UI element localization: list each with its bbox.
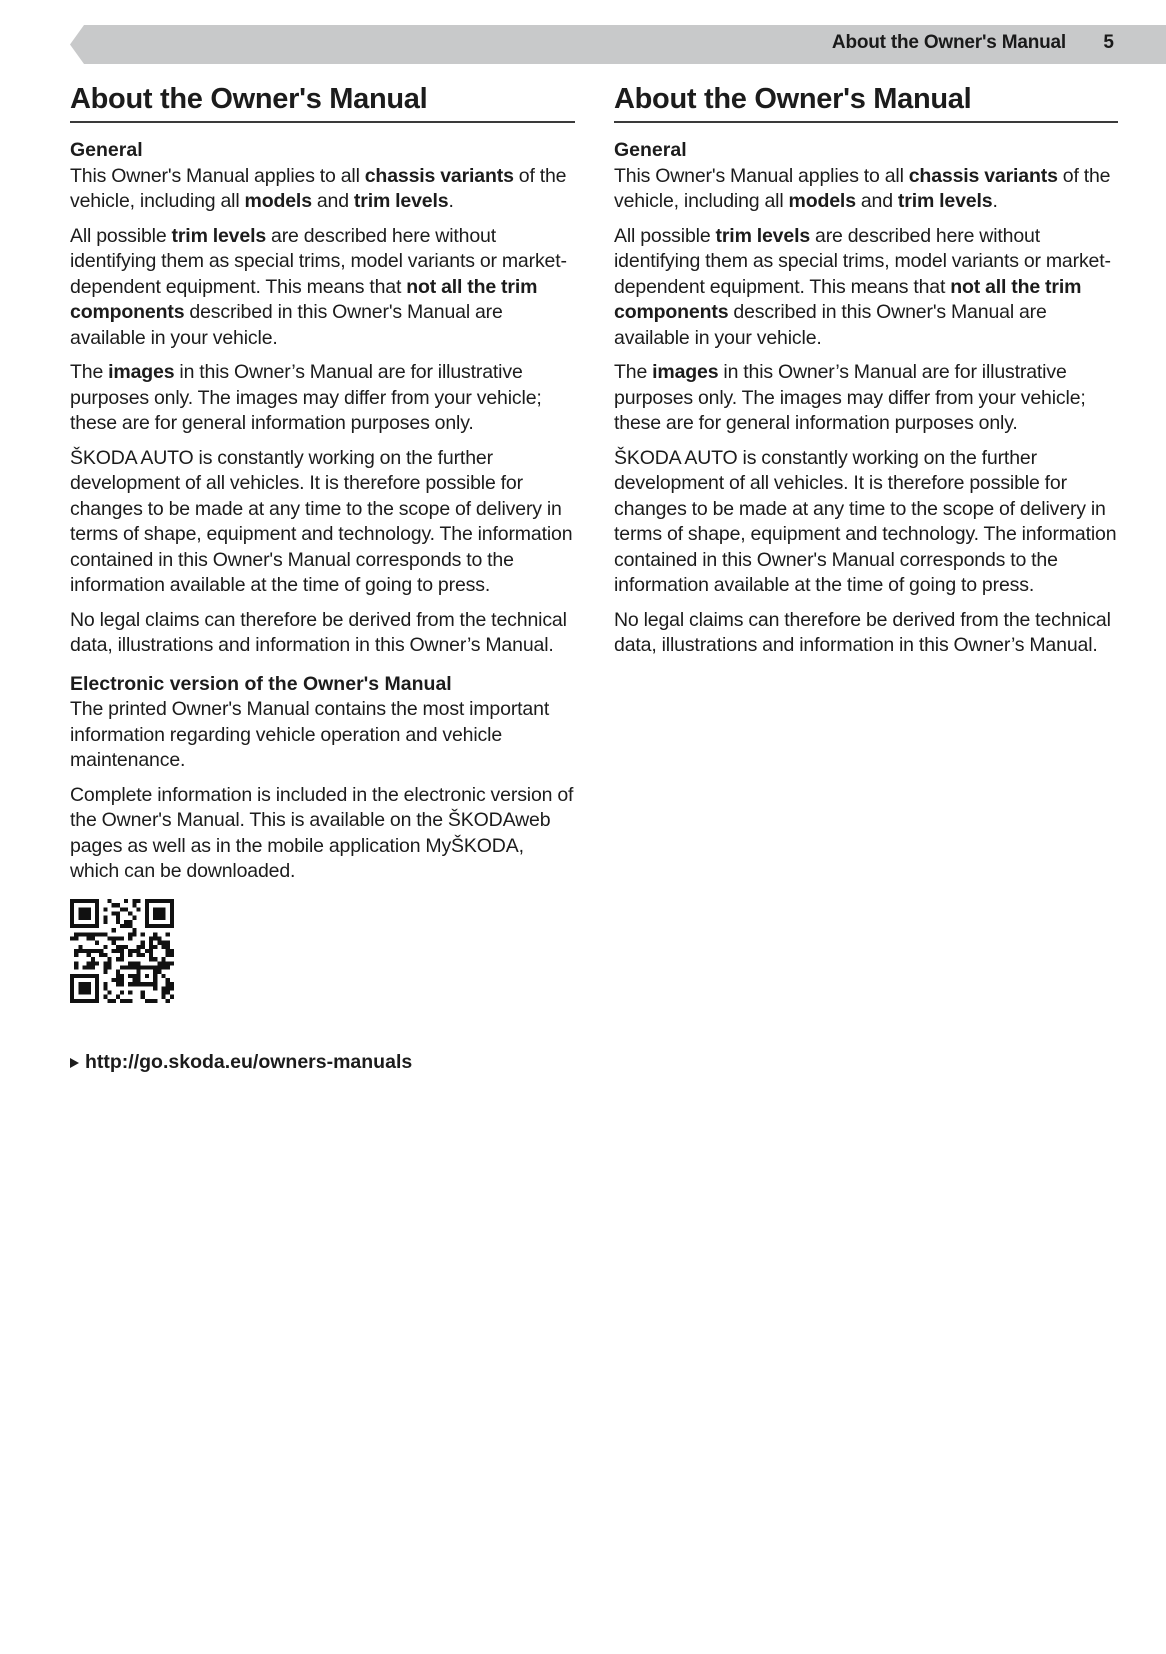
paragraph-legal-claims: No legal claims can therefore be derived from the technical data, illustrations and information in this Owner’s Manual. [614, 608, 1111, 656]
section-title: About the Owner's Manual [614, 80, 1118, 123]
paragraph-images: The images in this Owner’s Manual are for illustrative purposes only. The images may differ from your vehicle; these are for general information purposes only. [70, 361, 542, 434]
paragraph-electronic-info: Complete information is included in the electronic version of the Owner's Manual. This is available on the ŠKODAweb pages as well as in the mobile application MyŠKODA, which can be downloaded. [70, 783, 574, 882]
paragraph-development: ŠKODA AUTO is constantly working on the further development of all vehicles. It is therefore possible for changes to be made at any time to the scope of delivery in terms of shape, equipment and technology. The information contained in this Owner's Manual corresponds to the information available at the time of going to press. [614, 446, 1117, 596]
general-heading: General [614, 139, 687, 161]
paragraph-legal-claims: No legal claims can therefore be derived from the technical data, illustrations and information in this Owner’s Manual. [70, 608, 567, 656]
running-header-title: About the Owner's Manual [831, 32, 1066, 53]
paragraph-applicability: This Owner's Manual applies to all chassis variants of the vehicle, including all models and trim levels. [70, 164, 567, 212]
qr-code-icon[interactable] [70, 899, 174, 1003]
section-title: About the Owner's Manual [70, 80, 575, 123]
page-number: 5 [1103, 32, 1114, 53]
paragraph-trim-levels: All possible trim levels are described here without identifying them as special trims, model variants or market-dependent equipment. This means that not all the trim components described in this Owner's Manual are available in your vehicle. [70, 224, 567, 349]
paragraph-printed-manual: The printed Owner's Manual contains the most important information regarding vehicle operation and vehicle maintenance. [70, 698, 550, 771]
right-column [614, 80, 1118, 668]
paragraph-development: ŠKODA AUTO is constantly working on the further development of all vehicles. It is therefore possible for changes to be made at any time to the scope of delivery in terms of shape, equipment and technology. The information contained in this Owner's Manual corresponds to the information available at the time of going to press. [70, 446, 573, 596]
paragraph-applicability: This Owner's Manual applies to all chassis variants of the vehicle, including all models and trim levels. [614, 164, 1111, 212]
left-column [70, 80, 575, 1074]
general-heading: General [70, 139, 143, 161]
owners-manuals-link-row [70, 1051, 575, 1074]
triangle-right-icon [70, 1058, 79, 1068]
owners-manuals-link[interactable]: http://go.skoda.eu/owners-manuals [85, 1050, 413, 1073]
paragraph-images: The images in this Owner’s Manual are for illustrative purposes only. The images may differ from your vehicle; these are for general information purposes only. [614, 361, 1086, 434]
electronic-version-heading: Electronic version of the Owner's Manual [70, 672, 452, 695]
paragraph-trim-levels: All possible trim levels are described here without identifying them as special trims, model variants or market-dependent equipment. This means that not all the trim components described in this Owner's Manual are available in your vehicle. [614, 224, 1111, 349]
